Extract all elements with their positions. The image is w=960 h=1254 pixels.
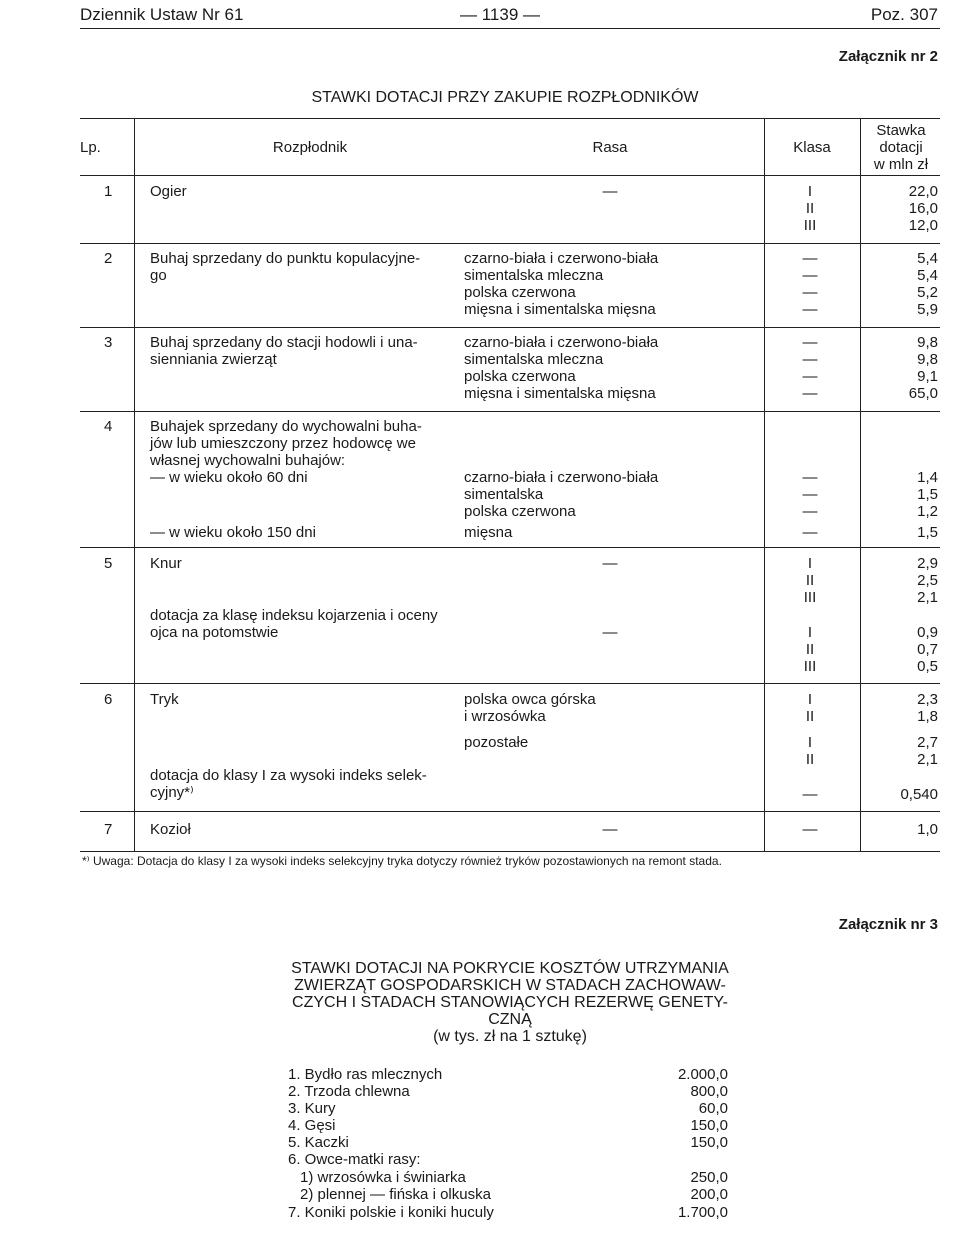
column-rule xyxy=(764,119,765,851)
list-item-label: 2) plennej — fińska i olkuska xyxy=(300,1186,491,1203)
row-1-klasa: II xyxy=(805,200,815,217)
row-4-klasa: — xyxy=(802,524,818,541)
row-5-klasa: III xyxy=(803,589,817,606)
col-header-rasa: Rasa xyxy=(592,139,628,156)
row-6-rasa: polska owca górska xyxy=(464,691,596,708)
row-5-stawka: 0,7 xyxy=(917,641,938,658)
row-5-klasa: II xyxy=(805,572,815,589)
position-number: Poz. 307 xyxy=(870,5,938,24)
row-3-klasa: — xyxy=(802,368,818,385)
row-5-stawka: 0,5 xyxy=(917,658,938,675)
list-item-label: 1. Bydło ras mlecznych xyxy=(288,1066,443,1083)
list-item-label: 7. Koniki polskie i koniki huculy xyxy=(288,1204,494,1221)
row-4-rozplodnik: — w wieku około 60 dni xyxy=(150,469,308,486)
row-2-rasa: mięsna i simentalska mięsna xyxy=(464,301,656,318)
row-6-rozplodnik-dotacja: cyjny*⁾ xyxy=(150,784,194,801)
row-6-klasa: II xyxy=(805,751,815,768)
list-item-value: 150,0 xyxy=(690,1117,728,1134)
row-3-rozplodnik: Buhaj sprzedany do stacji hodowli i una- xyxy=(150,334,418,351)
row-6-rasa: i wrzosówka xyxy=(464,708,546,725)
row-2-klasa: — xyxy=(802,250,818,267)
row-4-rozplodnik: Buhajek sprzedany do wychowalni buha- xyxy=(150,418,422,435)
column-rule xyxy=(134,119,135,851)
row-5-rozplodnik: Knur xyxy=(150,555,182,572)
row-3-klasa: — xyxy=(802,351,818,368)
row-3-rozplodnik: sienniania zwierząt xyxy=(150,351,277,368)
row-4-rasa: polska czerwona xyxy=(464,503,576,520)
list-item-value: 250,0 xyxy=(690,1169,728,1186)
annex-3-unit: (w tys. zł na 1 sztukę) xyxy=(433,1028,587,1045)
list-item-value: 1.700,0 xyxy=(677,1204,728,1221)
row-5-rasa: — xyxy=(602,624,618,641)
annex-3-label: Załącznik nr 3 xyxy=(838,916,938,933)
row-6-stawka: 2,1 xyxy=(917,751,938,768)
row-4-klasa: — xyxy=(802,503,818,520)
list-item-label: 6. Owce-matki rasy: xyxy=(288,1151,421,1168)
list-item xyxy=(288,1100,728,1117)
row-5-lp: 5 xyxy=(104,555,113,572)
row-2-stawka: 5,9 xyxy=(917,301,938,318)
col-header-klasa: Klasa xyxy=(793,139,831,156)
row-7-rozplodnik: Kozioł xyxy=(150,821,191,838)
row-5-rozplodnik-dotacja: ojca na potomstwie xyxy=(150,624,279,641)
row-1-stawka: 16,0 xyxy=(908,200,938,217)
row-1-lp: 1 xyxy=(104,183,113,200)
row-separator xyxy=(80,243,940,244)
list-item-label: 4. Gęsi xyxy=(288,1117,336,1134)
list-item xyxy=(288,1186,728,1203)
row-separator xyxy=(80,411,940,412)
col-header-stawka: dotacji xyxy=(879,139,923,156)
row-2-rasa: simentalska mleczna xyxy=(464,267,604,284)
row-2-rozplodnik: go xyxy=(150,267,167,284)
row-4-rozplodnik: jów lub umieszczony przez hodowcę we xyxy=(150,435,416,452)
row-2-klasa: — xyxy=(802,267,818,284)
row-3-stawka: 9,8 xyxy=(917,351,938,368)
row-separator xyxy=(80,327,940,328)
row-3-klasa: — xyxy=(802,334,818,351)
row-2-rasa: czarno-biała i czerwono-biała xyxy=(464,250,659,267)
row-separator xyxy=(80,683,940,684)
row-5-klasa: I xyxy=(807,624,813,641)
col-header-lp: Lp. xyxy=(80,139,101,156)
row-6-stawka: 2,7 xyxy=(917,734,938,751)
row-4-rasa: czarno-biała i czerwono-biała xyxy=(464,469,659,486)
row-6-klasa: I xyxy=(807,734,813,751)
row-5-rozplodnik-dotacja: dotacja za klasę indeksu kojarzenia i oceny xyxy=(150,607,438,624)
row-6-klasa: — xyxy=(802,786,818,803)
row-5-klasa: III xyxy=(803,658,817,675)
row-2-stawka: 5,4 xyxy=(917,267,938,284)
annex-3-title xyxy=(280,960,740,1045)
row-4-stawka: 1,5 xyxy=(917,486,938,503)
annex-3-title-line: ZWIERZĄT GOSPODARSKICH W STADACH ZACHOWAW- xyxy=(294,977,726,994)
row-3-rasa: mięsna i simentalska mięsna xyxy=(464,385,656,402)
row-2-klasa: — xyxy=(802,301,818,318)
row-1-stawka: 22,0 xyxy=(908,183,938,200)
row-4-rozplodnik: własnej wychowalni buhajów: xyxy=(150,452,346,469)
row-7-rasa: — xyxy=(602,821,618,838)
row-5-stawka: 0,9 xyxy=(917,624,938,641)
header-rule-line xyxy=(80,175,940,176)
list-item xyxy=(288,1117,728,1134)
row-4-klasa: — xyxy=(802,486,818,503)
list-item-label: 2. Trzoda chlewna xyxy=(288,1083,410,1100)
row-5-klasa: II xyxy=(805,641,815,658)
row-4-klasa: — xyxy=(802,469,818,486)
annex-2-label: Załącznik nr 2 xyxy=(838,48,938,65)
column-rule xyxy=(860,119,861,851)
row-separator xyxy=(80,811,940,812)
row-5-stawka: 2,9 xyxy=(917,555,938,572)
footnote-text: Uwaga: Dotacja do klasy I za wysoki indeks selekcyjny tryka dotyczy również tryków pozostawionych na remont stada. xyxy=(92,854,722,868)
row-2-lp: 2 xyxy=(104,250,113,267)
row-2-stawka: 5,4 xyxy=(917,250,938,267)
row-2-rasa: polska czerwona xyxy=(464,284,576,301)
row-7-stawka: 1,0 xyxy=(917,821,938,838)
col-header-stawka: Stawka xyxy=(876,122,926,139)
row-1-rozplodnik: Ogier xyxy=(150,183,187,200)
list-item-value: 2.000,0 xyxy=(677,1066,728,1083)
row-4-rasa: mięsna xyxy=(464,524,513,541)
footnote xyxy=(82,854,722,868)
row-5-rasa: — xyxy=(602,555,618,572)
row-4-stawka: 1,4 xyxy=(917,469,938,486)
row-4-stawka: 1,2 xyxy=(917,503,938,520)
list-item xyxy=(288,1066,728,1083)
row-1-klasa: I xyxy=(807,183,813,200)
row-6-rasa: pozostałe xyxy=(464,734,529,751)
footnote-mark: *⁾ xyxy=(82,854,90,868)
row-4-stawka: 1,5 xyxy=(917,524,938,541)
row-6-klasa: II xyxy=(805,708,815,725)
annex-3-title-line: CZNĄ xyxy=(488,1011,532,1028)
row-7-klasa: — xyxy=(802,821,818,838)
row-2-stawka: 5,2 xyxy=(917,284,938,301)
annex-2-title: STAWKI DOTACJI PRZY ZAKUPIE ROZPŁODNIKÓW xyxy=(311,89,699,106)
row-6-klasa: I xyxy=(807,691,813,708)
row-5-stawka: 2,1 xyxy=(917,589,938,606)
annex-3-title-line: STAWKI DOTACJI NA POKRYCIE KOSZTÓW UTRZYMANIA xyxy=(291,960,729,977)
list-item xyxy=(288,1204,728,1221)
header-rule xyxy=(80,28,940,29)
list-item xyxy=(288,1151,728,1168)
list-item-label: 1) wrzosówka i świniarka xyxy=(300,1169,466,1186)
journal-title: Dziennik Ustaw Nr 61 xyxy=(80,5,244,24)
row-3-rasa: czarno-biała i czerwono-biała xyxy=(464,334,659,351)
subsidy-table xyxy=(80,118,940,852)
row-7-lp: 7 xyxy=(104,821,113,838)
row-4-rasa: simentalska xyxy=(464,486,544,503)
row-6-stawka: 1,8 xyxy=(917,708,938,725)
row-3-lp: 3 xyxy=(104,334,113,351)
row-3-stawka: 9,8 xyxy=(917,334,938,351)
list-item xyxy=(288,1134,728,1151)
list-item-label: 3. Kury xyxy=(288,1100,336,1117)
row-1-stawka: 12,0 xyxy=(908,217,938,234)
row-5-klasa: I xyxy=(807,555,813,572)
row-1-rasa: — xyxy=(602,183,618,200)
row-6-lp: 6 xyxy=(104,691,113,708)
list-item-value: 60,0 xyxy=(698,1100,728,1117)
row-3-stawka: 65,0 xyxy=(908,385,938,402)
page-number: — 1139 — xyxy=(460,5,541,24)
row-3-klasa: — xyxy=(802,385,818,402)
row-6-rozplodnik: Tryk xyxy=(150,691,179,708)
row-2-rozplodnik: Buhaj sprzedany do punktu kopulacyjne- xyxy=(150,250,421,267)
col-header-stawka: w mln zł xyxy=(873,156,929,173)
row-1-klasa: III xyxy=(803,217,817,234)
list-item-value: 150,0 xyxy=(690,1134,728,1151)
row-3-rasa: polska czerwona xyxy=(464,368,576,385)
row-6-stawka: 2,3 xyxy=(917,691,938,708)
list-item xyxy=(288,1083,728,1100)
row-separator xyxy=(80,547,940,548)
row-4-rozplodnik-150: — w wieku około 150 dni xyxy=(150,524,316,541)
list-item-label: 5. Kaczki xyxy=(288,1134,349,1151)
row-6-rozplodnik-dotacja: dotacja do klasy I za wysoki indeks selek- xyxy=(150,767,427,784)
row-2-klasa: — xyxy=(802,284,818,301)
list-item-value: 800,0 xyxy=(690,1083,728,1100)
row-6-stawka: 0,540 xyxy=(900,786,938,803)
col-header-rozplodnik: Rozpłodnik xyxy=(272,139,348,156)
row-3-stawka: 9,1 xyxy=(917,368,938,385)
row-5-stawka: 2,5 xyxy=(917,572,938,589)
list-item-value: 200,0 xyxy=(690,1186,728,1203)
annex-3-title-line: CZYCH I STADACH STANOWIĄCYCH REZERWĘ GENETY- xyxy=(292,994,728,1011)
row-4-lp: 4 xyxy=(104,418,113,435)
row-3-rasa: simentalska mleczna xyxy=(464,351,604,368)
list-item xyxy=(288,1169,728,1186)
